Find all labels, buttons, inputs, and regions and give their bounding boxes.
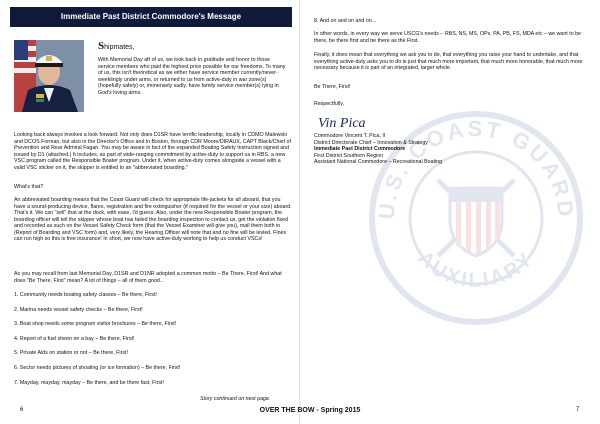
sig-line-title: District Directorate Chief – Innovation & Strategy (314, 139, 428, 146)
intro-paragraph: With Memorial Day aft of us, we look back in gratitude and honor to those service members who paid the highest price possible for our freedoms. To many of us, this isn't theoretical as we either have service member currently/never-weeklingly under arms, or returned to us from active-duty in war zone(s) (hopefully safely) or, immensely sadly, have family service member(s) lying in God's loving arms. (98, 57, 286, 96)
finally-paragraph: Finally, it does mean that everything we ask you to do, that everything you raise your hand to undertake, and that everything active-duty asks you to do is just that much more important, that much more honorable, that much more necessary because it is part of an integrated, larger whole. (314, 52, 583, 71)
signature-block (314, 133, 588, 166)
salutation-drop-cap: S (98, 40, 105, 52)
be-there-first-list (14, 292, 292, 394)
sig-line-title: First District Southern Region (314, 152, 384, 159)
right-page-number: 7 (576, 407, 580, 413)
commodore-portrait (14, 40, 84, 112)
salutation-text: hipmates, (104, 44, 135, 51)
motto-line: Be There, First! (314, 84, 351, 90)
list-item: 5. Private Aids on station or not – Be there, First! (14, 350, 128, 357)
right-page (300, 0, 600, 424)
article-title-banner: Immediate Past District Commodore's Message (10, 7, 292, 27)
in-other-words-paragraph: In other words, in every way we serve USCG's needs – RBS, NS, MS, OPs, PA, PB, FS, MDA etc – we want to be there, be there first and be there as the First. (314, 31, 582, 44)
motto-paragraph: As you may recall from last Memorial Day, D1SR and D1NR adopted a common motto – Be There, First! And what does "Be There, First" mean? A lot of things – all of them good... (14, 271, 282, 284)
portrait-image (14, 40, 84, 112)
sig-line-name: Commodore Vincent T. Pica, II (314, 133, 386, 139)
abbreviated-boarding-paragraph: An abbreviated boarding means that the Coast Guard will check for appropriate life-jackets for all aboard, that you have a sound-producing device, flares, registration and fire extinguisher (if required for the vessel or your size) aboard. That's it. We can "sell" that at the dock, with ease, I'd guess. Also, under the new Responsible Boater program, the boarding officer will tell the skipper whose boat has failed the boarding inspection to contact us, get the violation fixed and recorded as such on the Vessel Safety Check form (that the Vessel Examiner will give you), mail them both in (Report of Boarding and VSC form) and, very likely, the Hearing Officer will note that and no fine will be levied. Fines can run high so this is free insurance! In short, we now have active-duty working to help us conduct VSCs! (14, 197, 292, 242)
continued-note: Story continued on next page. (200, 396, 271, 402)
leadership-paragraph: Looking back always invokes a look forward. Not only does D1SR have terrific leadership, locally in CDMO Malewski and DCOS Forman, but also in the Director's Office and in Boston, through CDR Moore/DIRAUX, CAPT Black/Chief of Prevention and Rear Admiral Fagan. You may be aware in fact of the expanded Boating Safety Instruction signed and issued by D1 (attached.) It includes, as part of wide-ranging commitment by active-duty to support us in RBS, a new VSC program called the Responsible Boater program. Under it, when active-duty comes alongside a vessel with a valid VSC sticker on it, the skipper is entitled to an "abbreviated boarding." (14, 132, 291, 171)
magazine-footer-title: OVER THE BOW - Spring 2015 (259, 407, 361, 414)
whats-that-line: What's that? (14, 184, 44, 190)
list-item: 6. Sector needs pictures of shoaling (or ice formation) – Be there, First! (14, 364, 181, 371)
list-item: 2. Marina needs vessel safety checks – Be there, First! (14, 306, 143, 313)
list-item: 4. Report of a fuel sheen on a bay – Be there, First! (14, 335, 135, 342)
sig-line-title: Immediate Past District Commodore (314, 146, 406, 152)
sig-line-title: Assistant National Commodore – Recreational Boating (314, 159, 443, 165)
handwritten-signature: Vin Pica (318, 116, 366, 131)
list-item: 3. Boat shop needs some program visitor brochures – Be there, First! (14, 321, 177, 328)
closing-line: Respectfully, (314, 101, 344, 107)
list-item: 7. Mayday, mayday, mayday – Be there, and be there fast, First! (14, 379, 164, 386)
list-item-8: 8. And on and on and on... (314, 18, 377, 24)
svg-text:AUXILIARY: AUXILIARY (413, 247, 539, 292)
list-item: 1. Community needs boating safety classes – Be there, First! (14, 292, 157, 298)
svg-text:U.S. COAST GUARD: U.S. COAST GUARD (373, 115, 579, 221)
left-page-number: 6 (20, 407, 24, 413)
salutation (98, 40, 134, 52)
